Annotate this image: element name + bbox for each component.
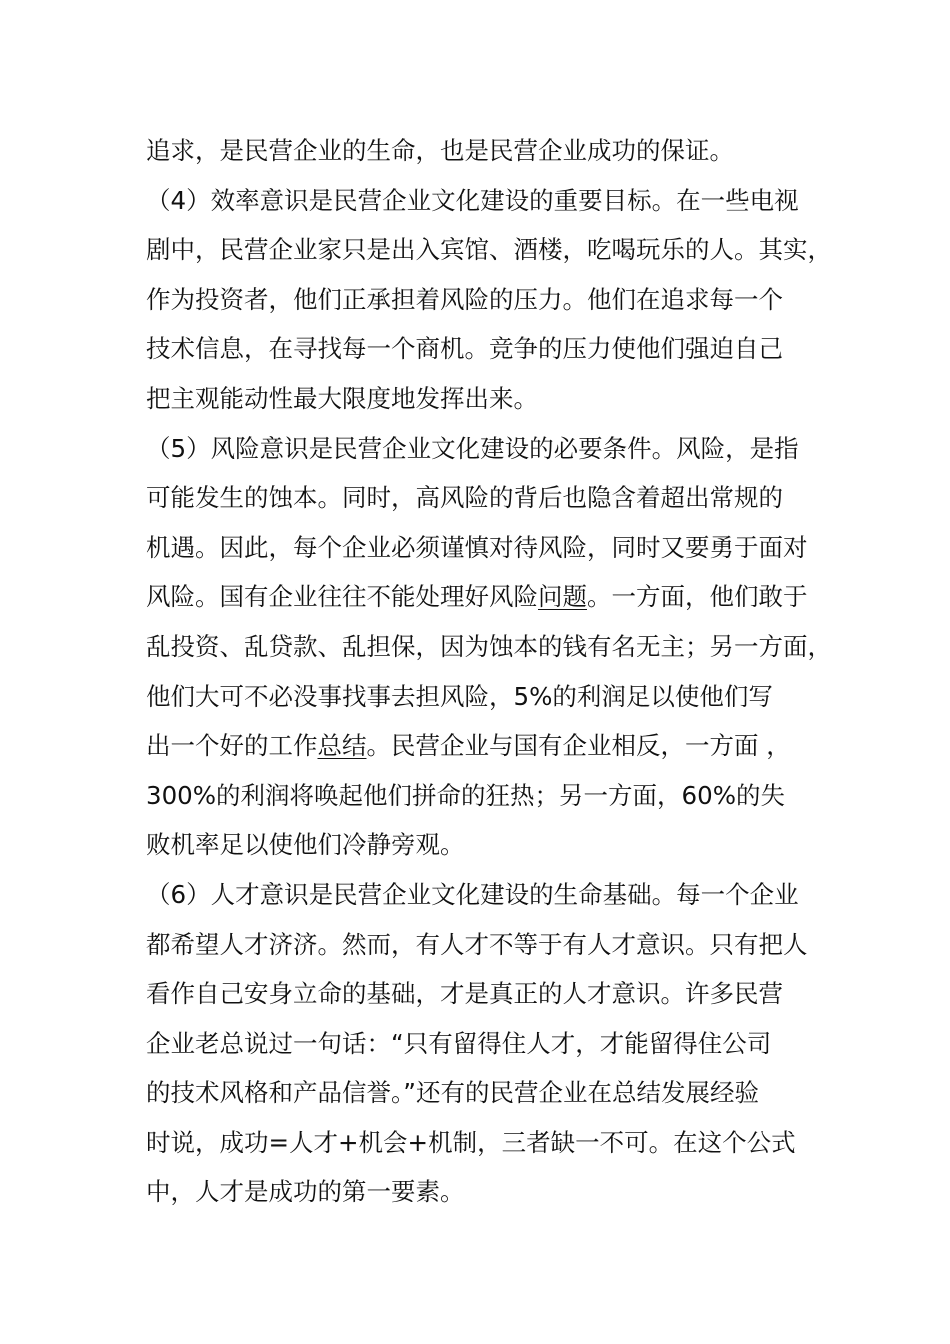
- text-segment: 。一方面，他们敢于: [587, 582, 808, 612]
- text-line: （4）效率意识是民营企业文化建设的重要目标。在一些电视: [146, 185, 799, 215]
- text-segment: 。民营企业与国有企业相反，一方面 ，: [366, 731, 791, 761]
- text-line: 都希望人才济济。然而，有人才不等于有人才意识。只有把人: [146, 929, 808, 959]
- text-line: 败机率足以使他们冷静旁观。: [146, 830, 465, 860]
- text-line: [146, 721, 826, 771]
- text-line: 看作自己安身立命的基础，才是真正的人才意识。许多民营: [146, 979, 783, 1009]
- text-line: （5）风险意识是民营企业文化建设的必要条件。风险，是指: [146, 433, 799, 463]
- text-line: 乱投资、乱贷款、乱担保，因为蚀本的钱有名无主；另一方面，: [146, 631, 832, 661]
- link-zongjie[interactable]: 总结: [317, 731, 367, 761]
- text-line: 他们大可不必没事找事去担风险，5%的利润足以使他们写: [146, 681, 773, 711]
- text-line: 机遇。因此，每个企业必须谨慎对待风险，同时又要勇于面对: [146, 532, 808, 562]
- link-wenti[interactable]: 问题: [538, 582, 587, 612]
- text-line: 作为投资者，他们正承担着风险的压力。他们在追求每一个: [146, 284, 783, 314]
- text-line: 300%的利润将唤起他们拼命的狂热；另一方面，60%的失: [146, 780, 785, 810]
- text-line: 时说，成功=人才+机会+机制，三者缺一不可。在这个公式: [146, 1127, 796, 1157]
- text-line: 剧中，民营企业家只是出入宾馆、酒楼，吃喝玩乐的人。其实，: [146, 235, 832, 265]
- text-line: 把主观能动性最大限度地发挥出来。: [146, 383, 538, 413]
- text-line: 可能发生的蚀本。同时，高风险的背后也隐含着超出常规的: [146, 483, 783, 513]
- text-line: 追求，是民营企业的生命，也是民营企业成功的保证。: [146, 136, 734, 165]
- text-line: 的技术风格和产品信誉。”还有的民营企业在总结发展经验: [146, 1078, 759, 1108]
- document-body: [146, 126, 832, 1217]
- text-segment: 出一个好的工作: [146, 731, 318, 761]
- text-line: 企业老总说过一句话：“只有留得住人才，才能留得住公司: [146, 1028, 772, 1058]
- text-line: [146, 572, 826, 622]
- text-segment: 风险。国有企业往往不能处理好风险: [146, 582, 538, 612]
- text-line: 中，人才是成功的第一要素。: [146, 1177, 465, 1207]
- text-line: 技术信息，在寻找每一个商机。竞争的压力使他们强迫自己: [146, 334, 783, 364]
- text-line: （6）人才意识是民营企业文化建设的生命基础。每一个企业: [146, 879, 799, 909]
